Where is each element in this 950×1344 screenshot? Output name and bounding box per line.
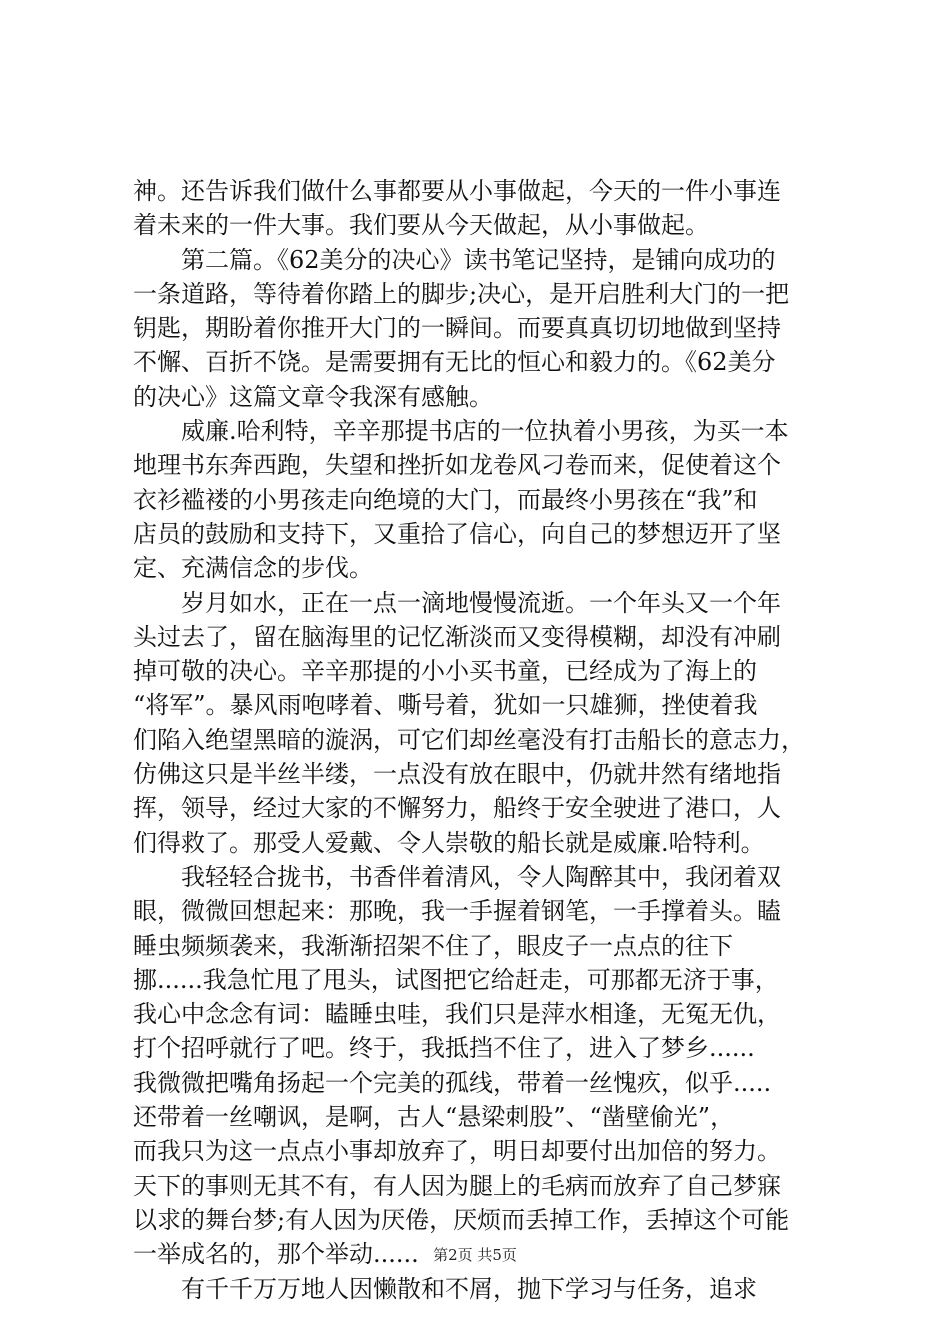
text-line: 衣衫褴褛的小男孩走向绝境的大门，而最终小男孩在“我”和 xyxy=(133,485,758,514)
text-line: 还带着一丝嘲讽，是啊，古人“悬梁刺股”、“凿壁偷光”， xyxy=(133,1103,735,1132)
text-line: 地理书东奔西跑，失望和挫折如龙卷风刁卷而来，促使着这个 xyxy=(133,451,781,480)
text-line: 着未来的一件大事。我们要从今天做起，从小事做起。 xyxy=(133,211,709,240)
text-line: 我轻轻合拢书，书香伴着清风，令人陶醉其中，我闭着双 xyxy=(133,862,781,891)
text-line: 神。还告诉我们做什么事都要从小事做起，今天的一件小事连 xyxy=(133,177,781,205)
text-line: 威廉.哈利特，辛辛那提书店的一位执着小男孩，为买一本 xyxy=(133,417,789,446)
text-line: 一条道路，等待着你踏上的脚步;决心，是开启胜利大门的一把 xyxy=(133,279,790,308)
text-line: 我微微把嘴角扬起一个完美的孤线，带着一丝愧疚，似乎..... xyxy=(133,1068,772,1097)
text-line: 打个招呼就行了吧。终于，我抵挡不住了，进入了梦乡...... xyxy=(133,1034,755,1063)
text-line: 而我只为这一点点小事却放弃了，明日却要付出加倍的努力。 xyxy=(133,1137,781,1166)
text-line: 岁月如水，正在一点一滴地慢慢流逝。一个年头又一个年 xyxy=(133,588,781,617)
text-line: 挪......我急忙甩了甩头，试图把它给赶走，可那都无济于事， xyxy=(133,965,779,994)
page-number-footer: 第2页 共5页 xyxy=(433,1246,517,1264)
document-body xyxy=(133,174,833,1306)
text-line: 定、充满信念的步伐。 xyxy=(133,554,373,583)
text-line: “将军”。暴风雨咆哮着、嘶号着，犹如一只雄狮，挫使着我 xyxy=(133,691,758,720)
text-line: 我心中念念有词：瞌睡虫哇，我们只是萍水相逢，无冤无仇， xyxy=(133,1000,781,1029)
text-line: 钥匙，期盼着你推开大门的一瞬间。而要真真切切地做到坚持 xyxy=(133,314,781,343)
text-line: 店员的鼓励和支持下，又重拾了信心，向自己的梦想迈开了坚 xyxy=(133,519,781,548)
text-line: 以求的舞台梦;有人因为厌倦，厌烦而丢掉工作，丢掉这个可能 xyxy=(133,1205,790,1234)
text-line: 一举成名的，那个举动...... xyxy=(133,1240,419,1269)
text-line: 掉可敬的决心。辛辛那提的小小买书童，已经成为了海上的 xyxy=(133,657,757,686)
text-line: 头过去了，留在脑海里的记忆渐淡而又变得模糊，却没有冲刷 xyxy=(133,622,781,651)
text-line: 不懈、百折不饶。是需要拥有无比的恒心和毅力的。《62美分 xyxy=(133,348,776,377)
text-line: 第二篇。《62美分的决心》读书笔记坚持，是铺向成功的 xyxy=(133,245,776,274)
text-line: 眼，微微回想起来：那晚，我一手握着钢笔，一手撑着头。瞌 xyxy=(133,897,781,926)
text-line: 们得救了。那受人爱戴、令人崇敬的船长就是威廉.哈特利。 xyxy=(133,828,765,857)
text-line: 天下的事则无其不有，有人因为腿上的毛病而放弃了自己梦寐 xyxy=(133,1171,781,1200)
text-line: 们陷入绝望黑暗的漩涡，可它们却丝毫没有打击船长的意志力， xyxy=(133,725,805,754)
text-line: 仿佛这只是半丝半缕，一点没有放在眼中，仍就井然有绪地指 xyxy=(133,760,781,789)
text-line: 挥，领导，经过大家的不懈努力，船终于安全驶进了港口，人 xyxy=(133,794,781,823)
text-line: 有千千万万地人因懒散和不屑，抛下学习与任务，追求 xyxy=(133,1274,757,1303)
text-line: 的决心》这篇文章令我深有感触。 xyxy=(133,382,493,411)
text-line: 睡虫频频袭来，我渐渐招架不住了，眼皮子一点点的往下 xyxy=(133,931,733,960)
